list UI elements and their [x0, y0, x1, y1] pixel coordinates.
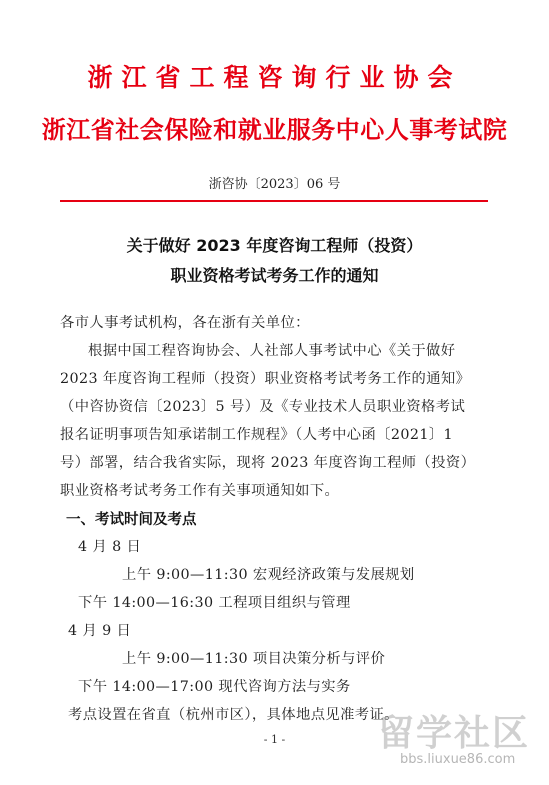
exam-session-am-2: 上午 9:00—11:30 项目决策分析与评价 [122, 651, 386, 667]
org-name-2: 浙江省社会保险和就业服务中心人事考试院 [41, 116, 508, 144]
section-heading: 一、考试时间及考点 [66, 512, 197, 528]
watermark-url: bbs.liuxue86.com [400, 752, 516, 767]
exam-venue: 考点设置在省直（杭州市区），具体地点见准考证。 [68, 707, 399, 723]
paragraph-line: 2023 年度咨询工程师（投资）职业资格考试考务工作的通知》 [60, 371, 471, 387]
paragraph-line: 职业资格考试考务工作有关事项通知如下。 [60, 483, 340, 499]
salutation: 各市人事考试机构，各在浙有关单位： [60, 315, 310, 331]
exam-session-pm-2: 下午 14:00—17:00 现代咨询方法与实务 [78, 679, 351, 695]
paragraph-line: 报名证明事项告知承诺制工作规程》（人考中心函〔2021〕1 [60, 427, 454, 443]
exam-session-am-1: 上午 9:00—11:30 宏观经济政策与发展规划 [122, 567, 415, 583]
paragraph-line: 根据中国工程咨询协会、人社部人事考试中心《关于做好 [88, 343, 456, 359]
red-divider [60, 200, 488, 202]
exam-date-1: 4 月 8 日 [78, 539, 142, 555]
exam-date-2: 4 月 9 日 [68, 623, 132, 639]
org-name-1: 浙江省工程咨询行业协会 [87, 63, 462, 92]
exam-session-pm-1: 下午 14:00—16:30 工程项目组织与管理 [78, 595, 351, 611]
paragraph-line: （中咨协资信〔2023〕5 号）及《专业技术人员职业资格考试 [60, 399, 466, 415]
title-line-1: 关于做好 2023 年度咨询工程师（投资） [126, 236, 423, 255]
document-number: 浙咨协〔2023〕06 号 [208, 177, 341, 192]
paragraph-line: 号）部署，结合我省实际，现将 2023 年度咨询工程师（投资） [60, 455, 476, 471]
title-line-2: 职业资格考试考务工作的通知 [170, 266, 379, 285]
page-number: - 1 - [263, 733, 286, 746]
watermark-logo: 留学社区 [378, 713, 531, 754]
